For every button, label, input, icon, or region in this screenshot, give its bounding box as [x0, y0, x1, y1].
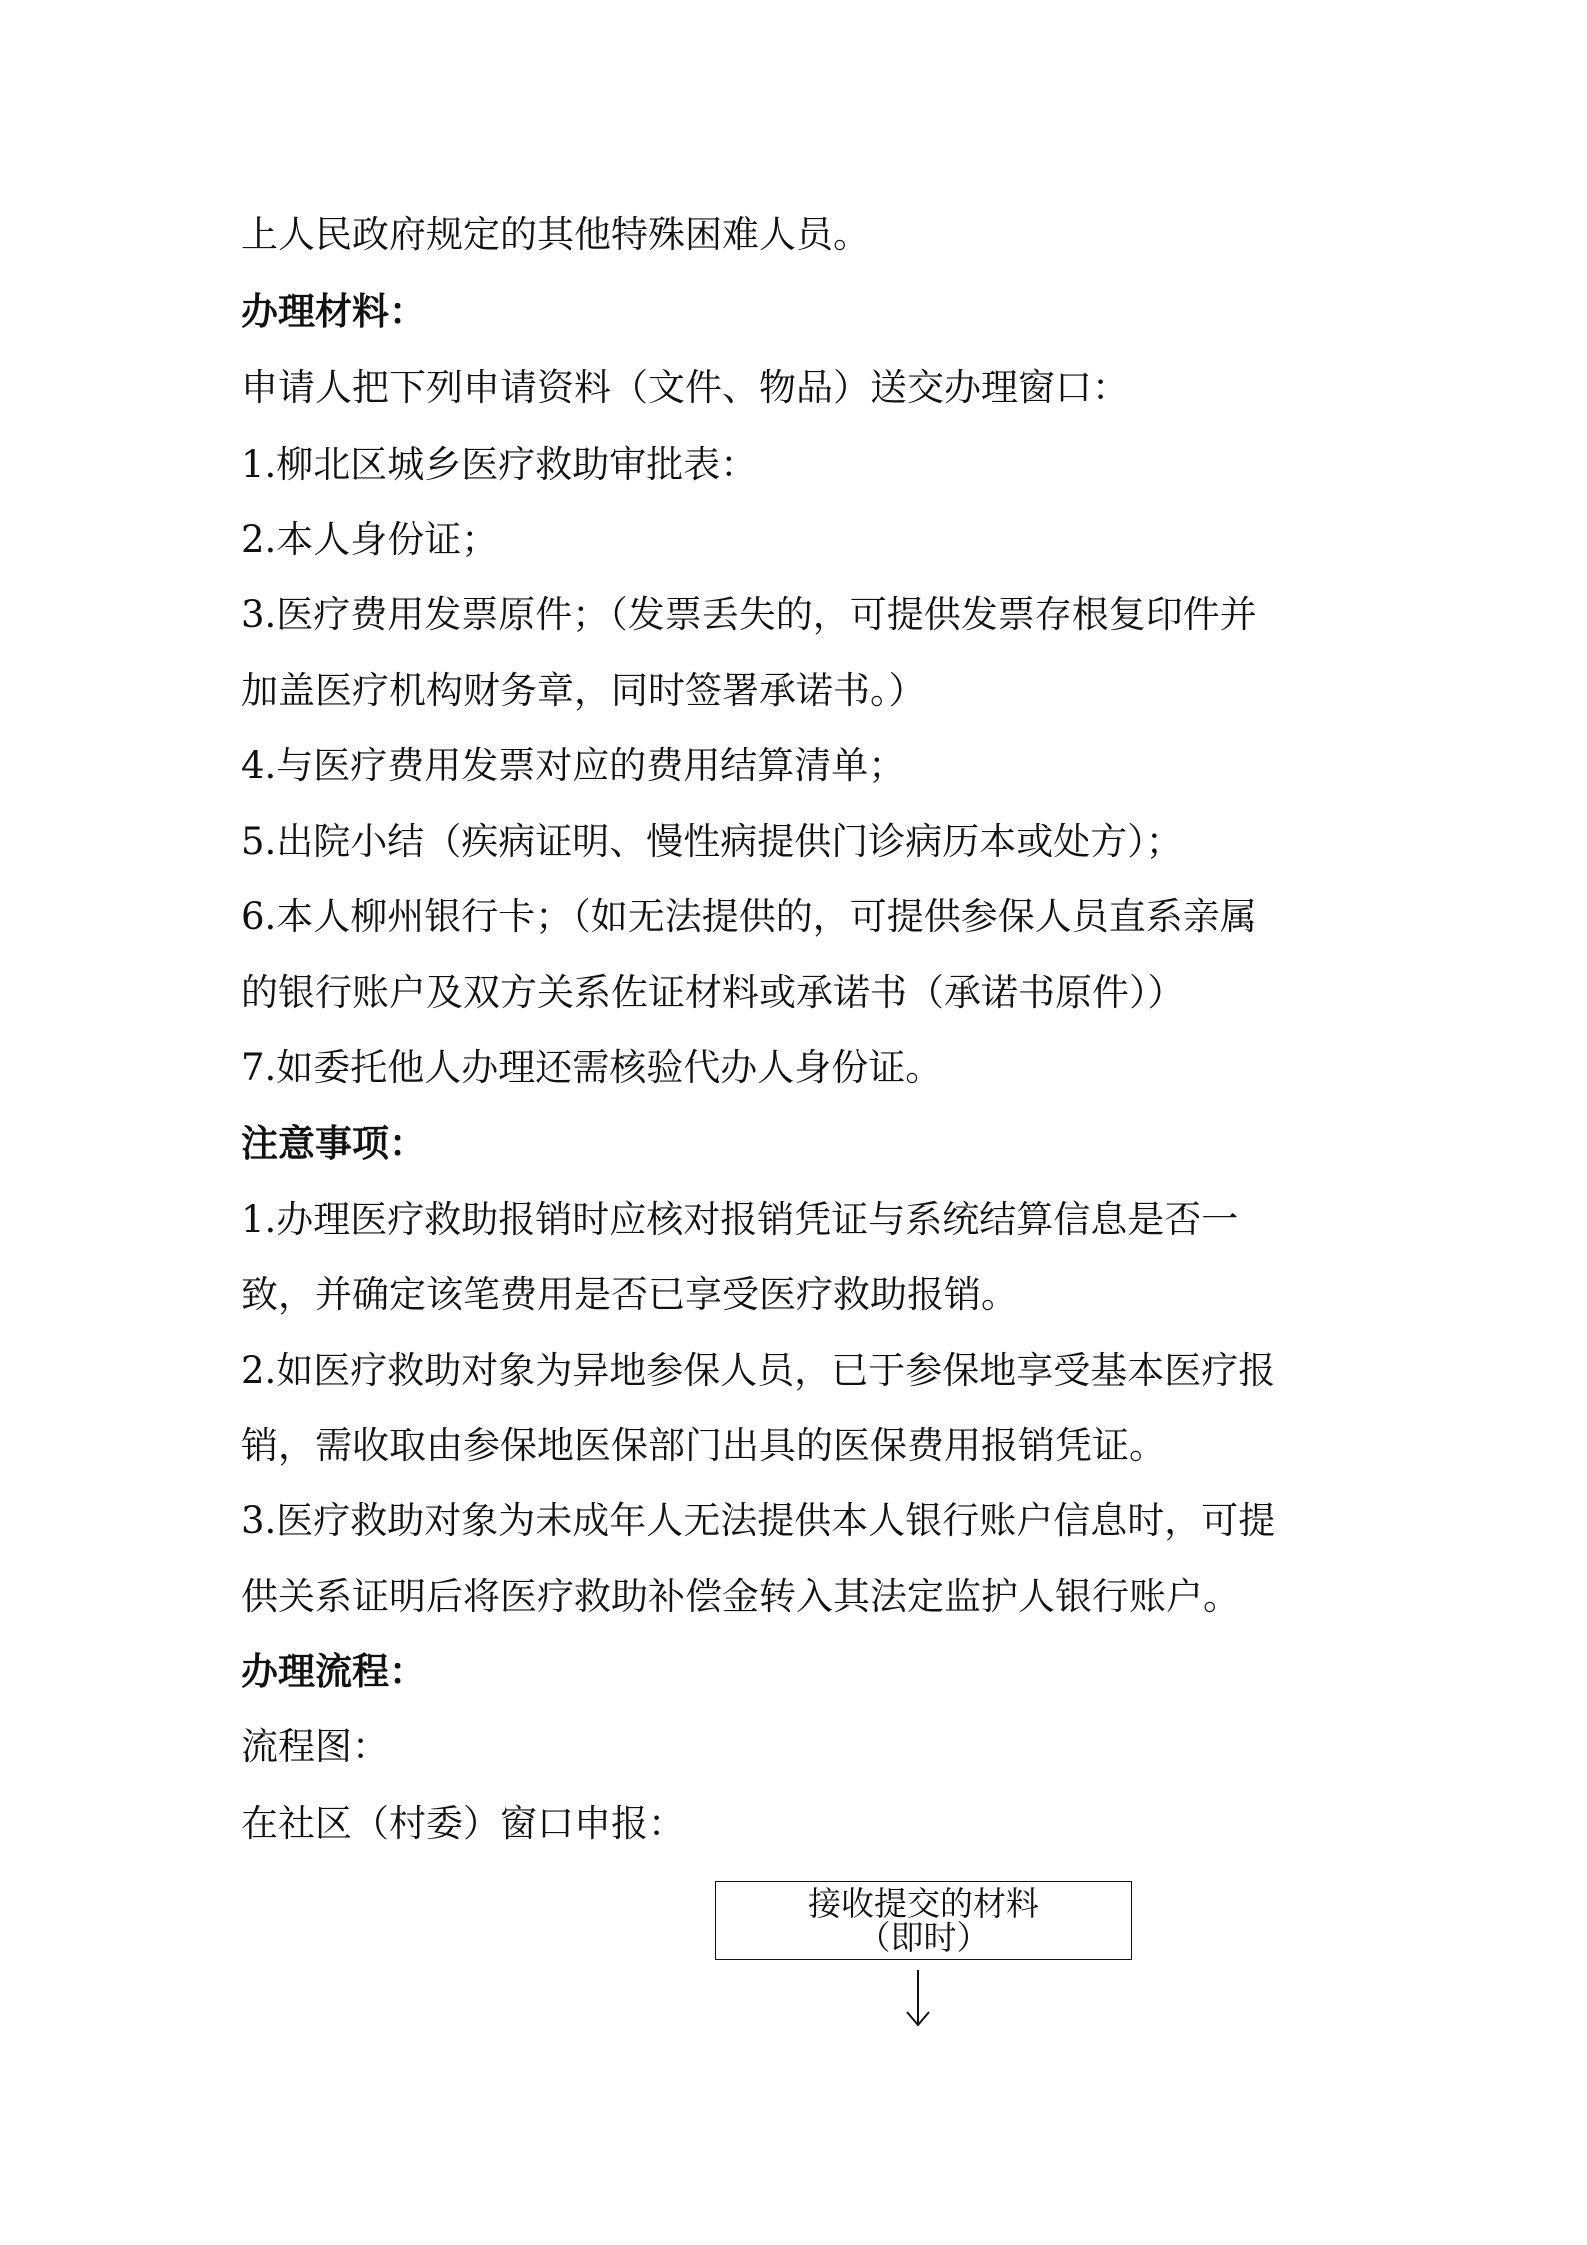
list-item-materials-6: 6.本人柳州银行卡；（如无法提供的，可提供参保人员直系亲属 [241, 895, 1257, 938]
text-line-intro-continuation: 上人民政府规定的其他特殊困难人员。 [241, 213, 870, 256]
down-arrow-icon [903, 1968, 933, 2028]
list-item-materials-2: 2.本人身份证； [241, 518, 499, 561]
flowchart-box-receive-materials [715, 1881, 1132, 1960]
list-item-materials-1: 1.柳北区城乡医疗救助审批表： [241, 443, 758, 486]
list-item-notes-1: 1.办理医疗救助报销时应核对报销凭证与系统结算信息是否一 [241, 1198, 1239, 1241]
list-item-notes-3-cont: 供关系证明后将医疗救助补偿金转入其法定监护人银行账户。 [241, 1575, 1240, 1618]
list-item-materials-3: 3.医疗费用发票原件；（发票丢失的，可提供发票存根复印件并 [241, 593, 1257, 636]
list-item-materials-3-cont: 加盖医疗机构财务章，同时签署承诺书。） [241, 669, 926, 712]
text-line-materials-intro: 申请人把下列申请资料（文件、物品）送交办理窗口： [241, 366, 1129, 409]
list-item-notes-2: 2.如医疗救助对象为异地参保人员，已于参保地享受基本医疗报 [241, 1349, 1276, 1392]
list-item-materials-4: 4.与医疗费用发票对应的费用结算清单； [241, 744, 906, 787]
heading-process: 办理流程： [241, 1650, 426, 1693]
flowchart-box-subtitle: （即时） [857, 1918, 990, 1957]
heading-notes: 注意事项： [241, 1122, 426, 1165]
text-line-flowchart-label: 流程图： [241, 1725, 389, 1768]
heading-materials: 办理材料： [241, 290, 426, 333]
list-item-notes-2-cont: 销，需收取由参保地医保部门出具的医保费用报销凭证。 [241, 1424, 1166, 1467]
text-line-community-window: 在社区（村委）窗口申报： [241, 1802, 685, 1845]
list-item-materials-5: 5.出院小结（疾病证明、慢性病提供门诊病历本或处方）； [241, 820, 1183, 863]
list-item-materials-7: 7.如委托他人办理还需核验代办人身份证。 [241, 1046, 943, 1089]
flowchart-box-title: 接收提交的材料 [808, 1884, 1039, 1923]
list-item-materials-6-cont: 的银行账户及双方关系佐证材料或承诺书（承诺书原件）） [241, 971, 1185, 1014]
list-item-notes-3: 3.医疗救助对象为未成年人无法提供本人银行账户信息时，可提 [241, 1499, 1276, 1542]
list-item-notes-1-cont: 致，并确定该笔费用是否已享受医疗救助报销。 [241, 1273, 1018, 1316]
